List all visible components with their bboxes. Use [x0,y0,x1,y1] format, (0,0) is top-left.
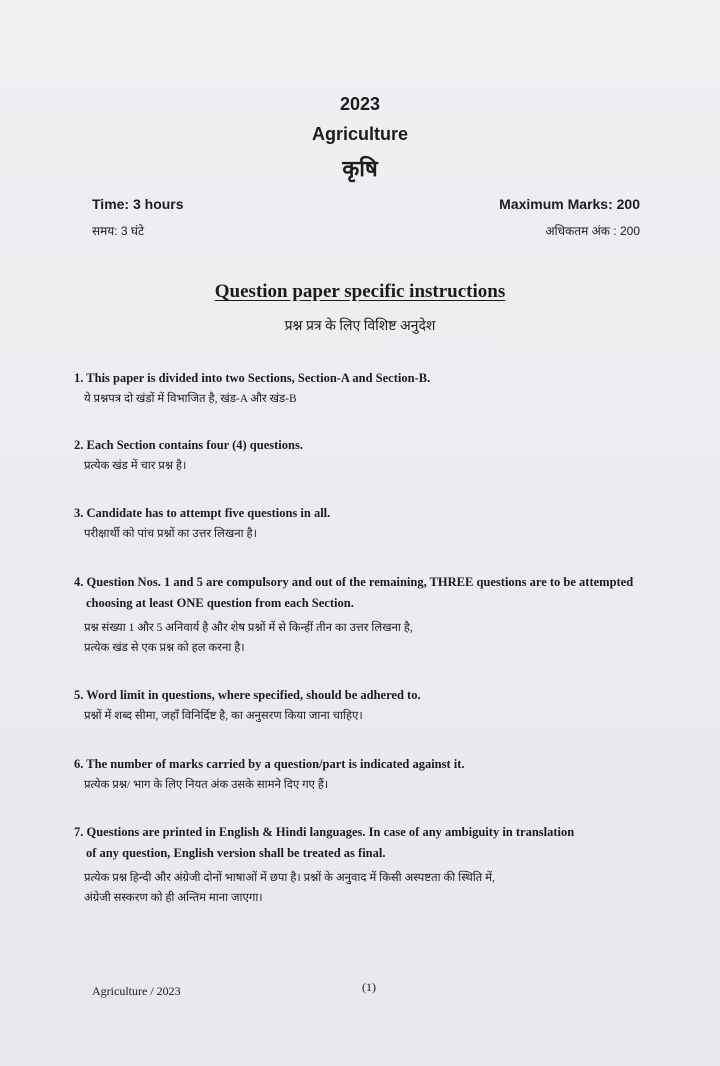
time-label-hindi: समय: 3 घंटे [92,224,145,238]
footer-subject-year: Agriculture / 2023 [92,984,181,998]
instruction-text: 2. Each Section contains four (4) questions. [74,438,303,452]
instruction-text-hindi: प्रत्येक प्रश्न/ भाग के लिए नियत अंक उसके सामने दिए गए हैं। [84,779,329,791]
instruction-text-hindi: परीक्षार्थी को पांच प्रश्नों का उत्तर लिखना है। [84,528,257,540]
instruction-item-4 [74,572,674,658]
instruction-item-1 [74,368,674,409]
instruction-text-hindi: ये प्रश्नपत्र दो खंडों में विभाजित है, खंड-A और खंड-B [84,393,297,405]
time-label: Time: 3 hours [92,196,184,212]
instruction-text-hindi: प्रत्येक प्रश्न हिन्दी और अंग्रेजी दोनों भाषाओं में छपा है। प्रश्नों के अनुवाद में किसी अस्पष्टता की स्थिति में, [84,872,495,884]
subject-title: Agriculture [311,124,408,144]
instruction-text: 6. The number of marks carried by a question/part is indicated against it. [74,757,465,771]
instructions-heading [0,281,720,303]
instruction-text-hindi-cont: अंग्रेजी सस्करण को ही अन्तिम माना जाएगा। [84,892,263,904]
instruction-text: 7. Questions are printed in English & Hindi languages. In case of any ambiguity in translation [74,825,575,839]
instruction-text-hindi: प्रश्नों में शब्द सीमा, जहाँ विनिर्दिष्ट है, का अनुसरण किया जाना चाहिए। [84,710,363,722]
instruction-text: 4. Question Nos. 1 and 5 are compulsory and out of the remaining, THREE questions are to be attempted [74,575,634,589]
instruction-text-hindi: प्रश्न संख्या 1 और 5 अनिवार्य है और शेष प्रश्नों में से किन्हीं तीन का उत्तर लिखना है, [84,622,413,634]
instruction-item-3 [74,503,674,544]
page-number: (1) [362,980,376,994]
instructions-heading-text: Question paper specific instructions [214,281,506,302]
instruction-item-6 [74,754,674,795]
instruction-text: 3. Candidate has to attempt five questions in all. [74,506,331,520]
instructions-heading-hindi: प्रश्न प्रत्र के लिए विशिष्ट अनुदेश [284,319,436,334]
instruction-item-7 [74,822,674,908]
instruction-text: 5. Word limit in questions, where specified, should be adhered to. [74,688,421,702]
instruction-item-5 [74,685,674,726]
exam-year: 2023 [339,94,381,114]
instruction-text: 1. This paper is divided into two Sections, Section-A and Section-B. [74,371,431,385]
instruction-text-cont: choosing at least ONE question from each Section. [86,596,354,610]
instruction-text-hindi-cont: प्रत्येक खंड से एक प्रश्न को हल करना है। [84,642,245,654]
instruction-text-hindi: प्रत्येक खंड में चार प्रश्न है। [84,460,187,472]
max-marks-label-hindi: अधिकतम अंक : 200 [545,224,640,238]
subject-title-hindi: कृषि [342,156,378,181]
instruction-text-cont: of any question, English version shall be treated as final. [86,846,386,860]
instruction-item-2 [74,435,674,476]
max-marks-label: Maximum Marks: 200 [499,196,640,212]
